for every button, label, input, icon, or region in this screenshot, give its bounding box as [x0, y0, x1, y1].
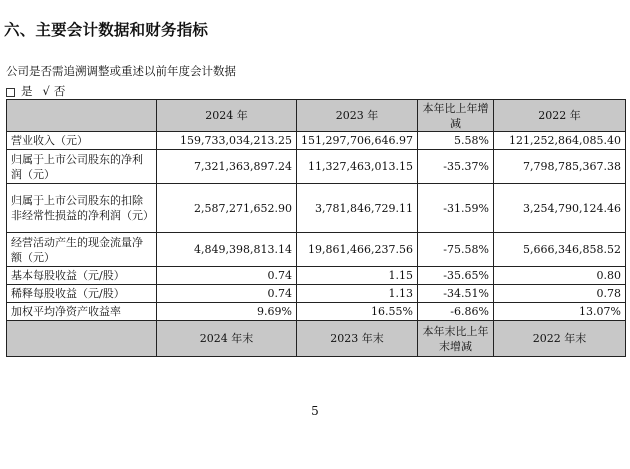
check-mark: √ [42, 84, 50, 98]
header-cell: 2023 年 [297, 100, 418, 132]
checkbox-icon [6, 88, 15, 97]
value-2022: 7,798,785,367.38 [493, 150, 625, 184]
value-2022: 0.80 [493, 267, 625, 285]
value-2024: 0.74 [157, 267, 297, 285]
value-change: -31.59% [417, 184, 493, 233]
value-2024: 0.74 [157, 285, 297, 303]
table-header-row [7, 100, 626, 132]
header-cell [7, 100, 157, 132]
value-change: -34.51% [417, 285, 493, 303]
row-label: 加权平均净资产收益率 [7, 303, 157, 321]
value-2024: 9.69% [157, 303, 297, 321]
value-change: -35.37% [417, 150, 493, 184]
table-row [7, 233, 626, 267]
row-label: 归属于上市公司股东的扣除非经常性损益的净利润（元） [7, 184, 157, 233]
table-row [7, 303, 626, 321]
value-2023: 1.13 [297, 285, 418, 303]
value-2023: 151,297,706,646.97 [297, 132, 418, 150]
row-label: 稀释每股收益（元/股） [7, 285, 157, 303]
value-change: -35.65% [417, 267, 493, 285]
header-cell: 本年末比上年末增减 [417, 321, 493, 357]
value-2023: 3,781,846,729.11 [297, 184, 418, 233]
financial-data-table [6, 99, 626, 357]
header-cell: 2024 年末 [157, 321, 297, 357]
table-row [7, 267, 626, 285]
row-label: 基本每股收益（元/股） [7, 267, 157, 285]
value-change: -75.58% [417, 233, 493, 267]
restatement-question: 公司是否需追溯调整或重述以前年度会计数据 [6, 64, 236, 78]
value-2023: 11,327,463,013.15 [297, 150, 418, 184]
answer-no-label: 否 [53, 84, 66, 98]
table-row [7, 132, 626, 150]
row-label: 归属于上市公司股东的净利润（元） [7, 150, 157, 184]
value-change: -6.86% [417, 303, 493, 321]
value-change: 5.58% [417, 132, 493, 150]
table-row [7, 285, 626, 303]
value-2024: 2,587,271,652.90 [157, 184, 297, 233]
value-2022: 3,254,790,124.46 [493, 184, 625, 233]
value-2022: 0.78 [493, 285, 625, 303]
header-cell: 2022 年末 [493, 321, 625, 357]
header-cell: 2024 年 [157, 100, 297, 132]
value-2024: 159,733,034,213.25 [157, 132, 297, 150]
header-cell: 本年比上年增减 [417, 100, 493, 132]
value-2022: 5,666,346,858.52 [493, 233, 625, 267]
table-footer-header-row [7, 321, 626, 357]
header-cell: 2022 年 [493, 100, 625, 132]
table-row [7, 150, 626, 184]
header-cell [7, 321, 157, 357]
row-label: 经营活动产生的现金流量净额（元） [7, 233, 157, 267]
value-2024: 7,321,363,897.24 [157, 150, 297, 184]
value-2023: 19,861,466,237.56 [297, 233, 418, 267]
value-2023: 1.15 [297, 267, 418, 285]
section-heading: 六、主要会计数据和财务指标 [4, 21, 209, 39]
value-2022: 121,252,864,085.40 [493, 132, 625, 150]
value-2024: 4,849,398,813.14 [157, 233, 297, 267]
restatement-answer [6, 83, 65, 99]
row-label: 营业收入（元） [7, 132, 157, 150]
value-2022: 13.07% [493, 303, 625, 321]
value-2023: 16.55% [297, 303, 418, 321]
table-row [7, 184, 626, 233]
answer-yes-label: 是 [21, 84, 33, 98]
header-cell: 2023 年末 [297, 321, 418, 357]
page-number: 5 [311, 404, 319, 418]
